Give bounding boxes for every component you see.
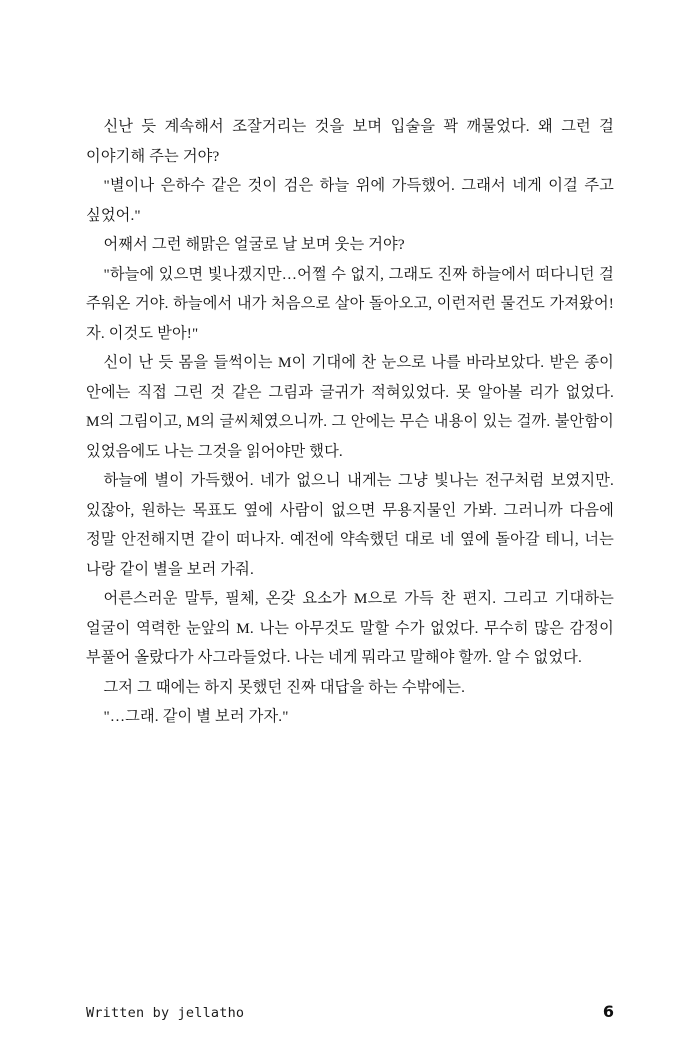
footer-author: Written by jellatho xyxy=(86,1005,245,1021)
paragraph: 그저 그 때에는 하지 못했던 진짜 대답을 하는 수밖에는. xyxy=(103,678,466,696)
paragraph: "…그래. 같이 별 보러 가자." xyxy=(103,708,289,725)
paragraph: 신난 듯 계속해서 조잘거리는 것을 보며 입술을 꽉 깨물었다. 왜 그런 걸 이야기해 주는 거야? xyxy=(86,118,614,165)
paragraph: 신이 난 듯 몸을 들썩이는 M이 기대에 찬 눈으로 나를 바라보았다. 받은 종이 안에는 직접 그린 것 같은 그림과 글귀가 적혀있었다. 못 알아볼 리가 없었다. M의 그림이고, M의 글씨체였으니까. 그 안에는 무슨 내용이 있는 걸까. 불안함이 있었음에도 나는 그것을 읽어야만 했다. xyxy=(86,354,614,460)
paragraph: 어른스러운 말투, 필체, 온갖 요소가 M으로 가득 찬 편지. 그리고 기대하는 얼굴이 역력한 눈앞의 M. 나는 아무것도 말할 수가 없었다. 무수히 많은 감정이 부풀어 올랐다가 사그라들었다. 나는 네게 뭐라고 말해야 할까. 알 수 없었다. xyxy=(86,590,614,666)
paragraph: "별이나 은하수 같은 것이 검은 하늘 위에 가득했어. 그래서 네게 이걸 주고 싶었어." xyxy=(86,177,614,224)
paragraph: 어째서 그런 해맑은 얼굴로 날 보며 웃는 거야? xyxy=(103,236,405,253)
paragraph: 하늘에 별이 가득했어. 네가 없으니 내게는 그냥 빛나는 전구처럼 보였지만. 있잖아, 원하는 목표도 옆에 사람이 없으면 무용지물인 가봐. 그러니까 다음에 정말 안전해지면 같이 떠나자. 예전에 약속했던 대로 네 옆에 돌아갈 테니, 너는 나랑 같이 별을 보러 가줘. xyxy=(86,472,614,578)
paragraph: "하늘에 있으면 빛나겠지만…어쩔 수 없지, 그래도 진짜 하늘에서 떠다니던 걸 주워온 거야. 하늘에서 내가 처음으로 살아 돌아오고, 이런저런 물건도 가져왔어! 자. 이것도 받아!" xyxy=(86,265,614,342)
page-number: 6 xyxy=(602,1002,614,1021)
body-text-block xyxy=(86,112,614,732)
page-footer xyxy=(86,1002,614,1021)
